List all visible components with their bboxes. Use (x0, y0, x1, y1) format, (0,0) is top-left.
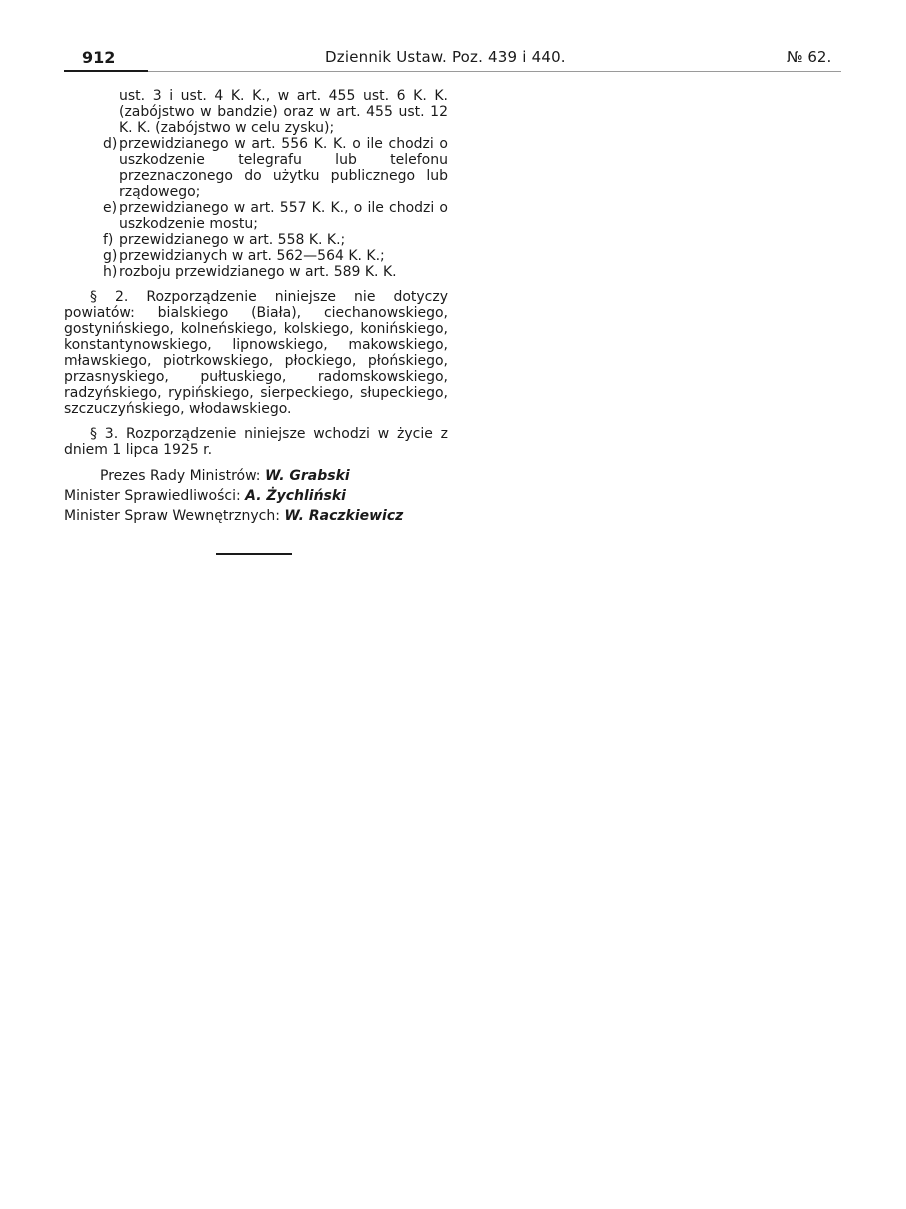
journal-title: Dziennik Ustaw. Poz. 439 i 440. (325, 48, 566, 66)
signature-name: W. Grabski (264, 468, 350, 484)
item-text: przewidzianego w art. 557 K. K., o ile chodzi o uszkodzenie mostu; (119, 200, 448, 232)
item-text: przewidzianego w art. 556 K. K. o ile chodzi o uszkodzenie telegrafu lub telefonu przeznaczonego do użytku publicznego lub rządowego; (119, 136, 448, 200)
list-item (64, 200, 448, 232)
signature-line (64, 508, 448, 524)
continuation-text: ust. 3 i ust. 4 K. K., w art. 455 ust. 6 K. K. (zabójstwo w bandzie) oraz w art. 455 ust. 12 K. K. (zabójstwo w celu zysku); (119, 88, 448, 136)
signature-role: Minister Sprawiedliwości: (64, 488, 241, 504)
item-letter: f) (103, 232, 114, 248)
item-letter: g) (103, 248, 118, 264)
header-rule-thin (148, 71, 841, 72)
section-3: § 3. Rozporządzenie niniejsze wchodzi w życie z dniem 1 lipca 1925 r. (64, 426, 448, 458)
page-number: 912 (82, 48, 116, 67)
header-rule-thick (64, 70, 148, 72)
list-item (64, 136, 448, 200)
issue-number: № 62. (787, 48, 832, 66)
item-letter: h) (103, 264, 118, 280)
signature-line (64, 488, 448, 504)
section-2: § 2. Rozporządzenie niniejsze nie dotyczy powiatów: bialskiego (Biała), ciechanowskiego, gostynińskiego, kolneńskiego, kolskiego, konińskiego, konstantynowskiego, lipnowskiego, makowskiego, mławskiego, piotrkowskiego, płockiego, płońskiego, przasnyskiego, pułtuskiego, radomskowskiego, radzyńskiego, rypińskiego, sierpeckiego, słupeckiego, szczuczyńskiego, włodawskiego. (64, 289, 448, 417)
list-item (64, 248, 448, 264)
list-item (64, 264, 448, 280)
page-header (0, 48, 906, 72)
item-letter: d) (103, 136, 118, 152)
item-text: przewidzianego w art. 558 K. K.; (119, 232, 346, 248)
list-item (64, 232, 448, 248)
item-text: rozboju przewidzianego w art. 589 K. K. (119, 264, 397, 280)
signature-name: W. Raczkiewicz (284, 508, 404, 524)
signature-role: Minister Spraw Wewnętrznych: (64, 508, 280, 524)
item-letter: e) (103, 200, 118, 216)
item-text: przewidzianych w art. 562—564 K. K.; (119, 248, 385, 264)
signature-role: Prezes Rady Ministrów: (100, 468, 261, 484)
text-column (64, 88, 448, 524)
signature-name: A. Żychliński (245, 488, 346, 504)
end-rule (216, 553, 292, 555)
signature-line (64, 468, 448, 484)
